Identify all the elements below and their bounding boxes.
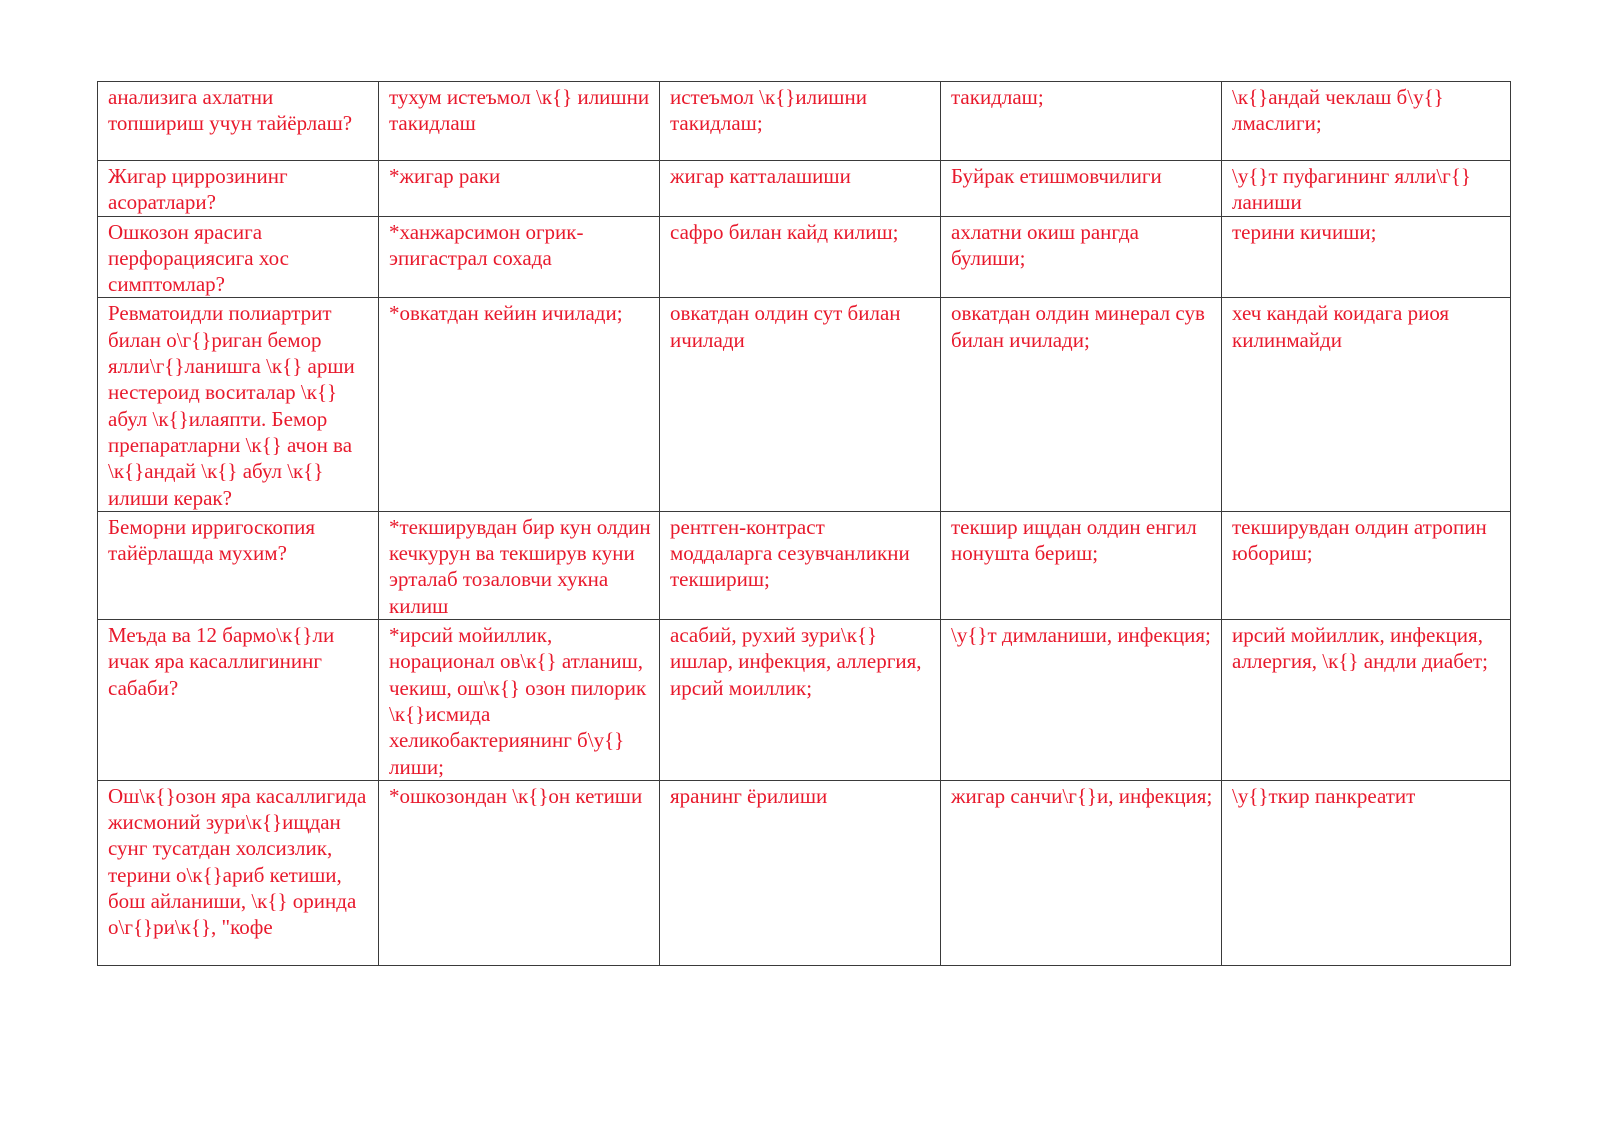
answer-option-cell <box>941 161 1222 217</box>
cell-text: анализига ахлатни топшириш учун тайёрлаш? <box>108 85 353 136</box>
cell-text: Беморни ирригоскопия тайёрлашда мухим? <box>108 514 316 566</box>
answer-option-cell <box>1222 620 1511 781</box>
cell-text: Жигар циррозининг асоратлари? <box>108 164 288 215</box>
answer-option-cell <box>1222 161 1511 217</box>
answer-correct-cell <box>379 161 660 217</box>
table-row <box>98 161 1511 217</box>
question-cell <box>98 161 379 217</box>
table-row <box>98 780 1511 965</box>
cell-text: такидлаш; <box>951 85 1044 109</box>
question-cell <box>98 511 379 619</box>
answer-option-cell <box>660 216 941 298</box>
cell-text: овкатдан олдин минерал сув билан ичилади; <box>951 301 1205 352</box>
cell-text: хеч кандай коидага риоя килинмайди <box>1232 301 1450 352</box>
cell-text: *жигар раки <box>389 164 501 188</box>
answer-option-cell <box>1222 780 1511 965</box>
answer-option-cell <box>941 298 1222 511</box>
answer-option-cell <box>1222 82 1511 161</box>
answer-option-cell <box>1222 216 1511 298</box>
question-cell <box>98 216 379 298</box>
table-row <box>98 620 1511 781</box>
answer-correct-cell <box>379 780 660 965</box>
table-row <box>98 511 1511 619</box>
cell-text: истеъмол \к{}илишни такидлаш; <box>670 85 867 136</box>
cell-text: \у{}т пуфагининг ялли\г{} ланиши <box>1232 164 1471 215</box>
answer-option-cell <box>1222 298 1511 511</box>
answer-option-cell <box>660 511 941 619</box>
cell-text: \у{}т димланиши, инфекция; <box>951 623 1211 648</box>
cell-text: Ревматоидли полиартрит билан о\г{}риган бемор ялли\г{}ланишга \к{} арши нестероид воситалар \к{}абул \к{}илаяпти. Бемор препаратларни \к{} ачон ва \к{}андай \к{} абул \к{}илиши керак? <box>108 301 355 510</box>
answer-option-cell <box>941 620 1222 781</box>
cell-text: *овкатдан кейин ичилади; <box>389 301 623 326</box>
cell-text: \к{}андай чеклаш б\у{} лмаслиги; <box>1232 85 1444 136</box>
cell-text: Ош\к{}озон яра касаллигида жисмоний зури\к{}ищдан сунг тусатдан холсизлик, терини о\к{}ариб кетиши, бош айланиши, \к{} оринда о\г{}ри\к{}, "кофе <box>108 783 367 940</box>
answer-correct-cell <box>379 298 660 511</box>
answer-option-cell <box>941 82 1222 161</box>
answer-option-cell <box>941 511 1222 619</box>
cell-text: Буйрак етишмовчилиги <box>951 164 1162 188</box>
table-row <box>98 298 1511 511</box>
table-row <box>98 82 1511 161</box>
table-row <box>98 216 1511 298</box>
answer-option-cell <box>660 161 941 217</box>
cell-text: яранинг ёрилиши <box>670 783 828 808</box>
answer-correct-cell <box>379 216 660 298</box>
answer-option-cell <box>660 82 941 161</box>
cell-text: овкатдан олдин сут билан ичилади <box>670 301 901 352</box>
cell-text: \у{}ткир панкреатит <box>1232 783 1416 808</box>
answer-option-cell <box>660 298 941 511</box>
answer-option-cell <box>1222 511 1511 619</box>
cell-text: *ирсий мойиллик, норационал ов\к{} атланиш, чекиш, ош\к{} озон пилорик \к{}исмида хеликобактериянинг б\у{} лиши; <box>389 623 647 779</box>
question-cell <box>98 620 379 781</box>
cell-text: тухум истеъмол \к{} илишни такидлаш <box>389 85 650 136</box>
question-cell <box>98 82 379 161</box>
question-table-body <box>98 82 1511 966</box>
answer-option-cell <box>660 780 941 965</box>
cell-text: рентген-контраст моддаларга сезувчанликни текшириш; <box>670 514 910 592</box>
cell-text: *текширувдан бир кун олдин кечкурун ва текширув куни эрталаб тозаловчи хукна килиш <box>389 514 651 618</box>
cell-text: жигар санчи\г{}и, инфекция; <box>951 783 1213 808</box>
question-cell <box>98 298 379 511</box>
answer-option-cell <box>660 620 941 781</box>
cell-text: ирсий мойиллик, инфекция, аллергия, \к{} андли диабет; <box>1232 623 1488 674</box>
question-table <box>97 81 1511 966</box>
cell-text: текширувдан олдин атропин юбориш; <box>1232 514 1487 566</box>
answer-correct-cell <box>379 82 660 161</box>
cell-text: Меъда ва 12 бармо\к{}ли ичак яра касаллигининг сабаби? <box>108 623 335 700</box>
answer-correct-cell <box>379 511 660 619</box>
cell-text: текшир ищдан олдин енгил нонушта бериш; <box>951 514 1197 566</box>
cell-text: ахлатни окиш рангда булиши; <box>951 219 1139 270</box>
answer-correct-cell <box>379 620 660 781</box>
cell-text: Ошкозон ярасига перфорациясига хос симптомлар? <box>108 219 289 297</box>
answer-option-cell <box>941 780 1222 965</box>
answer-option-cell <box>941 216 1222 298</box>
cell-text: сафро билан кайд килиш; <box>670 219 899 244</box>
cell-text: *ханжарсимон огрик- эпигастрал сохада <box>389 219 584 270</box>
cell-text: асабий, рухий зури\к{} ишлар, инфекция, аллергия, ирсий моиллик; <box>670 623 922 700</box>
cell-text: терини кичиши; <box>1232 219 1377 244</box>
question-cell <box>98 780 379 965</box>
cell-text: *ошкозондан \к{}он кетиши <box>389 783 643 808</box>
cell-text: жигар катталашиши <box>670 164 851 188</box>
